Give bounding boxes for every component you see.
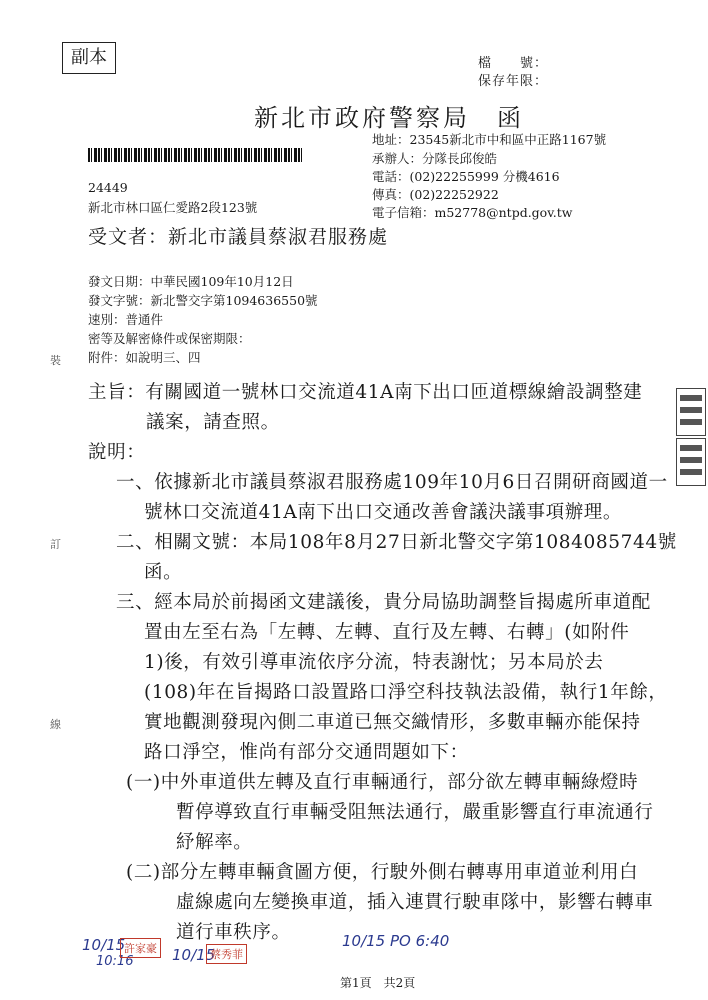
binding-mark-bottom: 線 xyxy=(50,718,61,731)
binding-mark-top: 裝 xyxy=(50,354,61,367)
seal-stamp-2: 蔡秀菲 xyxy=(206,944,247,964)
handwritten-date-1: 10/15 xyxy=(82,936,126,954)
recipient: 受文者：新北市議員蔡淑君服務處 xyxy=(88,226,389,248)
subject-line-1: 主旨：有關國道一號林口交流道41A南下出口匝道標線繪設調整建 xyxy=(88,382,643,403)
issue-number: 發文字號：新北警交字第1094636550號 xyxy=(88,293,318,308)
secrecy-level: 密等及解密條件或保密期限： xyxy=(88,331,251,346)
explanation-heading: 說明： xyxy=(88,442,146,463)
sub-item-1-line-2: 暫停導致直行車輛受阻無法通行，嚴重影響直行車流通行 xyxy=(176,802,654,823)
page-footer: 第1頁 共2頁 xyxy=(340,976,416,990)
agency-email: 電子信箱：m52778@ntpd.gov.tw xyxy=(372,205,573,220)
agency-fax: 傳真：(02)22252922 xyxy=(372,187,499,202)
item-3-line-6: 路口淨空，惟尚有部分交通問題如下： xyxy=(144,742,469,763)
item-1-line-2: 號林口交流道41A南下出口交通改善會議決議事項辦理。 xyxy=(144,502,623,523)
handwritten-time-1: 10:16 xyxy=(96,954,134,969)
file-number-label: 檔 號： xyxy=(478,56,549,71)
sub-item-1-line-1: (一)中外車道供左轉及直行車輛通行，部分欲左轉車輛綠燈時 xyxy=(126,772,639,793)
seal-stamp-1: 許家豪 xyxy=(120,938,161,958)
agency-phone: 電話：(02)22255999 分機4616 xyxy=(372,169,560,184)
item-3-line-2: 置由左至右為「左轉、左轉、直行及左轉、右轉」(如附件 xyxy=(144,622,630,643)
sub-item-2-line-1: (二)部分左轉車輛貪圖方便，行駛外側右轉專用車道並利用白 xyxy=(126,862,639,883)
stamp-right-bottom xyxy=(676,438,706,486)
stamp-right-top xyxy=(676,388,706,436)
item-2-line-1: 二、相關文號：本局108年8月27日新北警交字第1084085744號 xyxy=(116,532,677,553)
postal-code: 24449 xyxy=(88,180,128,195)
item-3-line-4: (108)年在旨揭路口設置路口淨空科技執法設備，執行1年餘， xyxy=(144,682,668,703)
recipient-address: 新北市林口區仁愛路2段123號 xyxy=(88,200,258,215)
issue-date: 發文日期：中華民國109年10月12日 xyxy=(88,274,294,289)
handwritten-date-2: 10/15 xyxy=(172,946,216,964)
binding-mark-middle: 訂 xyxy=(50,538,61,551)
subject-line-2: 議案，請查照。 xyxy=(146,412,280,433)
sub-item-2-line-2: 虛線處向左變換車道，插入連貫行駛車隊中，影響右轉車 xyxy=(176,892,654,913)
agency-contact: 承辦人：分隊長邱俊皓 xyxy=(372,151,498,166)
retention-label: 保存年限： xyxy=(478,74,549,89)
item-1-line-1: 一、依據新北市議員蔡淑君服務處109年10月6日召開研商國道一 xyxy=(116,472,668,493)
item-3-line-3: 1)後，有效引導車流依序分流，特表謝忱；另本局於去 xyxy=(144,652,604,673)
item-2-line-2: 函。 xyxy=(144,562,183,583)
barcode xyxy=(88,148,304,162)
handwritten-note: 10/15 PO 6:40 xyxy=(342,932,450,950)
agency-address: 地址：23545新北市中和區中正路1167號 xyxy=(372,132,607,147)
copy-stamp: 副本 xyxy=(62,42,116,74)
item-3-line-1: 三、經本局於前揭函文建議後，貴分局協助調整旨揭處所車道配 xyxy=(116,592,651,613)
delivery-speed: 速別：普通件 xyxy=(88,312,164,327)
sub-item-2-line-3: 道行車秩序。 xyxy=(176,922,291,943)
sub-item-1-line-3: 紓解率。 xyxy=(176,832,253,853)
document-title: 新北市政府警察局 函 xyxy=(254,104,524,132)
item-3-line-5: 實地觀測發現內側二車道已無交織情形，多數車輛亦能保持 xyxy=(144,712,641,733)
attachments: 附件：如說明三、四 xyxy=(88,350,201,365)
